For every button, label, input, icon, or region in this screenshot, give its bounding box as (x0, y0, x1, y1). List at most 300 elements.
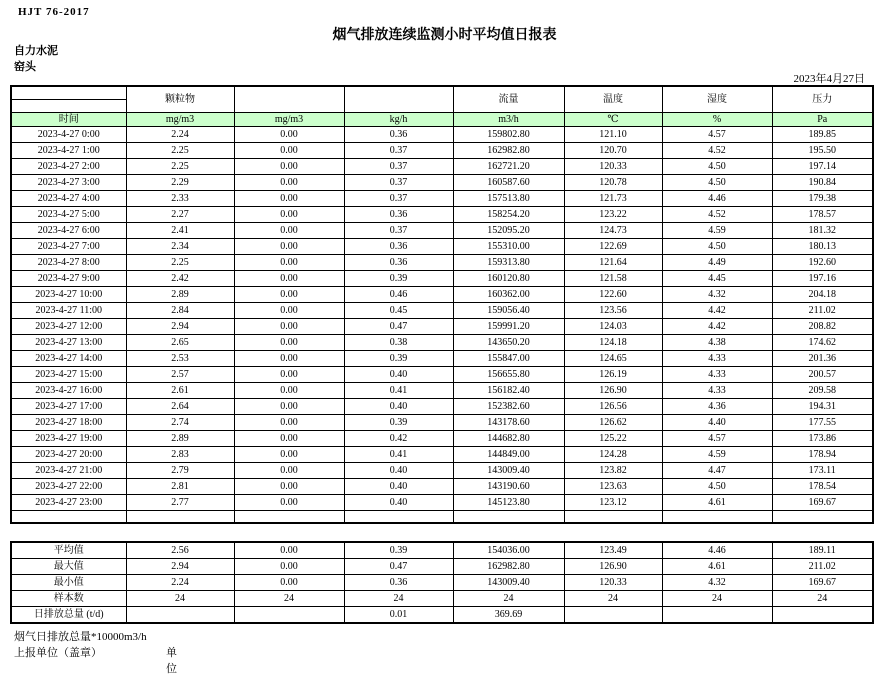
time-cell: 2023-4-27 22:00 (11, 479, 126, 495)
value-cell: 4.45 (662, 271, 772, 287)
time-cell: 2023-4-27 16:00 (11, 383, 126, 399)
time-cell: 2023-4-27 10:00 (11, 287, 126, 303)
value-cell: 0.00 (234, 351, 344, 367)
value-cell: 4.59 (662, 447, 772, 463)
value-cell: 126.62 (564, 415, 662, 431)
value-cell: 4.52 (662, 207, 772, 223)
value-cell: 181.32 (772, 223, 873, 239)
time-cell: 2023-4-27 18:00 (11, 415, 126, 431)
value-cell: 200.57 (772, 367, 873, 383)
hourly-row (11, 191, 873, 207)
value-cell: 180.13 (772, 239, 873, 255)
summary-value-cell: 4.46 (662, 542, 772, 559)
time-cell: 2023-4-27 17:00 (11, 399, 126, 415)
value-cell: 197.16 (772, 271, 873, 287)
value-cell: 144682.80 (453, 431, 564, 447)
hourly-row (11, 127, 873, 143)
summary-value-cell (772, 607, 873, 624)
value-cell: 143650.20 (453, 335, 564, 351)
summary-value-cell: 126.90 (564, 559, 662, 575)
value-cell: 124.18 (564, 335, 662, 351)
value-cell: 0.36 (344, 239, 453, 255)
time-cell: 2023-4-27 14:00 (11, 351, 126, 367)
value-cell: 0.00 (234, 447, 344, 463)
hourly-row (11, 255, 873, 271)
time-cell: 2023-4-27 0:00 (11, 127, 126, 143)
summary-value-cell: 0.00 (234, 559, 344, 575)
footer-line (14, 644, 177, 675)
value-cell: 0.00 (234, 415, 344, 431)
summary-value-cell: 0.01 (344, 607, 453, 624)
unit-cell: 时间 (11, 113, 126, 127)
hourly-row (11, 415, 873, 431)
value-cell: 122.60 (564, 287, 662, 303)
unit-cell: m3/h (453, 113, 564, 127)
value-cell: 0.00 (234, 239, 344, 255)
value-cell: 123.56 (564, 303, 662, 319)
value-cell: 4.42 (662, 319, 772, 335)
value-cell: 189.85 (772, 127, 873, 143)
value-cell: 0.00 (234, 159, 344, 175)
value-cell: 201.36 (772, 351, 873, 367)
value-cell: 0.37 (344, 223, 453, 239)
value-cell: 4.33 (662, 351, 772, 367)
value-cell: 162721.20 (453, 159, 564, 175)
value-cell: 152382.60 (453, 399, 564, 415)
value-cell: 0.00 (234, 271, 344, 287)
summary-value-cell (126, 607, 234, 624)
hourly-row (11, 287, 873, 303)
value-cell: 2.89 (126, 431, 234, 447)
report-date: 2023年4月27日 (793, 73, 865, 85)
time-cell: 2023-4-27 13:00 (11, 335, 126, 351)
value-cell: 2.25 (126, 255, 234, 271)
summary-label: 最小值 (11, 575, 126, 591)
unit-cell: Pa (772, 113, 873, 127)
value-cell: 4.52 (662, 143, 772, 159)
value-cell: 173.86 (772, 431, 873, 447)
time-cell: 2023-4-27 4:00 (11, 191, 126, 207)
value-cell: 123.82 (564, 463, 662, 479)
standard-code: HJT 76-2017 (18, 6, 90, 18)
value-cell: 124.03 (564, 319, 662, 335)
value-cell: 155310.00 (453, 239, 564, 255)
value-cell: 0.46 (344, 287, 453, 303)
unit-cell: mg/m3 (126, 113, 234, 127)
time-cell: 2023-4-27 8:00 (11, 255, 126, 271)
value-cell: 121.58 (564, 271, 662, 287)
value-cell: 178.94 (772, 447, 873, 463)
value-cell: 2.79 (126, 463, 234, 479)
value-cell: 2.29 (126, 175, 234, 191)
value-cell: 4.40 (662, 415, 772, 431)
company-name: 自力水泥 (14, 45, 58, 57)
station-name: 窑头 (14, 61, 36, 73)
summary-value-cell: 24 (564, 591, 662, 607)
summary-value-cell: 24 (662, 591, 772, 607)
summary-value-cell (234, 607, 344, 624)
value-cell: 2.65 (126, 335, 234, 351)
hourly-row (11, 351, 873, 367)
value-cell: 4.33 (662, 383, 772, 399)
value-cell: 2.25 (126, 143, 234, 159)
summary-row (11, 542, 873, 559)
value-cell: 4.61 (662, 495, 772, 511)
value-cell: 0.41 (344, 447, 453, 463)
summary-value-cell (662, 607, 772, 624)
value-cell: 0.00 (234, 255, 344, 271)
summary-value-cell: 0.00 (234, 542, 344, 559)
value-cell: 121.10 (564, 127, 662, 143)
value-cell: 4.50 (662, 159, 772, 175)
time-cell: 2023-4-27 20:00 (11, 447, 126, 463)
value-cell: 124.28 (564, 447, 662, 463)
hourly-row (11, 463, 873, 479)
blank-cell (126, 511, 234, 524)
time-cell: 2023-4-27 5:00 (11, 207, 126, 223)
value-cell: 4.50 (662, 479, 772, 495)
value-cell: 4.46 (662, 191, 772, 207)
value-cell: 126.56 (564, 399, 662, 415)
value-cell: 4.49 (662, 255, 772, 271)
value-cell: 0.36 (344, 127, 453, 143)
hourly-row (11, 239, 873, 255)
summary-row (11, 559, 873, 575)
header-flow: 流量 (453, 86, 564, 113)
value-cell: 162982.80 (453, 143, 564, 159)
value-cell: 0.45 (344, 303, 453, 319)
value-cell: 2.64 (126, 399, 234, 415)
hourly-row (11, 223, 873, 239)
header-temperature: 温度 (564, 86, 662, 113)
value-cell: 121.73 (564, 191, 662, 207)
blank-cell (344, 511, 453, 524)
blank-cell (564, 511, 662, 524)
value-cell: 0.40 (344, 463, 453, 479)
value-cell: 152095.20 (453, 223, 564, 239)
time-cell: 2023-4-27 15:00 (11, 367, 126, 383)
hourly-row (11, 319, 873, 335)
value-cell: 0.36 (344, 207, 453, 223)
time-cell: 2023-4-27 21:00 (11, 463, 126, 479)
summary-value-cell (564, 607, 662, 624)
value-cell: 4.36 (662, 399, 772, 415)
value-cell: 0.00 (234, 479, 344, 495)
header-pressure: 压力 (772, 86, 873, 113)
value-cell: 4.32 (662, 287, 772, 303)
value-cell: 2.84 (126, 303, 234, 319)
value-cell: 126.19 (564, 367, 662, 383)
summary-value-cell: 169.67 (772, 575, 873, 591)
value-cell: 160362.00 (453, 287, 564, 303)
value-cell: 208.82 (772, 319, 873, 335)
blank-cell (662, 511, 772, 524)
time-cell: 2023-4-27 9:00 (11, 271, 126, 287)
hourly-row (11, 271, 873, 287)
time-cell: 2023-4-27 19:00 (11, 431, 126, 447)
value-cell: 0.37 (344, 143, 453, 159)
header-humidity: 湿度 (662, 86, 772, 113)
value-cell: 174.62 (772, 335, 873, 351)
value-cell: 2.24 (126, 127, 234, 143)
value-cell: 2.41 (126, 223, 234, 239)
value-cell: 120.78 (564, 175, 662, 191)
value-cell: 2.57 (126, 367, 234, 383)
value-cell: 122.69 (564, 239, 662, 255)
value-cell: 0.37 (344, 191, 453, 207)
value-cell: 145123.80 (453, 495, 564, 511)
summary-value-cell: 0.36 (344, 575, 453, 591)
value-cell: 156655.80 (453, 367, 564, 383)
value-cell: 2.61 (126, 383, 234, 399)
value-cell: 209.58 (772, 383, 873, 399)
value-cell: 4.38 (662, 335, 772, 351)
summary-value-cell: 2.24 (126, 575, 234, 591)
value-cell: 0.39 (344, 351, 453, 367)
value-cell: 4.57 (662, 127, 772, 143)
value-cell: 173.11 (772, 463, 873, 479)
summary-value-cell: 24 (234, 591, 344, 607)
unit-cell: mg/m3 (234, 113, 344, 127)
value-cell: 0.00 (234, 223, 344, 239)
unit-label: 单位 (166, 647, 177, 675)
summary-value-cell: 143009.40 (453, 575, 564, 591)
summary-value-cell: 0.39 (344, 542, 453, 559)
value-cell: 2.25 (126, 159, 234, 175)
value-cell: 2.34 (126, 239, 234, 255)
value-cell: 121.64 (564, 255, 662, 271)
hourly-row (11, 207, 873, 223)
value-cell: 204.18 (772, 287, 873, 303)
value-cell: 0.47 (344, 319, 453, 335)
value-cell: 0.00 (234, 367, 344, 383)
summary-value-cell: 24 (126, 591, 234, 607)
value-cell: 143178.60 (453, 415, 564, 431)
hourly-row (11, 335, 873, 351)
value-cell: 4.50 (662, 239, 772, 255)
value-cell: 124.65 (564, 351, 662, 367)
summary-value-cell: 4.61 (662, 559, 772, 575)
value-cell: 160587.60 (453, 175, 564, 191)
summary-value-cell: 162982.80 (453, 559, 564, 575)
blank-row (11, 511, 873, 524)
header-row-top (11, 86, 873, 100)
unit-cell: % (662, 113, 772, 127)
value-cell: 123.12 (564, 495, 662, 511)
header-empty-top (11, 86, 126, 100)
value-cell: 0.00 (234, 495, 344, 511)
value-cell: 0.40 (344, 367, 453, 383)
time-cell: 2023-4-27 23:00 (11, 495, 126, 511)
header-blank-2 (344, 86, 453, 113)
value-cell: 159802.80 (453, 127, 564, 143)
value-cell: 124.73 (564, 223, 662, 239)
value-cell: 0.39 (344, 415, 453, 431)
hourly-row (11, 175, 873, 191)
value-cell: 2.33 (126, 191, 234, 207)
hourly-row (11, 367, 873, 383)
hourly-row (11, 383, 873, 399)
value-cell: 0.00 (234, 463, 344, 479)
value-cell: 120.70 (564, 143, 662, 159)
value-cell: 178.54 (772, 479, 873, 495)
value-cell: 2.83 (126, 447, 234, 463)
value-cell: 143009.40 (453, 463, 564, 479)
summary-label: 最大值 (11, 559, 126, 575)
value-cell: 0.36 (344, 255, 453, 271)
value-cell: 194.31 (772, 399, 873, 415)
value-cell: 2.74 (126, 415, 234, 431)
value-cell: 143190.60 (453, 479, 564, 495)
value-cell: 0.41 (344, 383, 453, 399)
value-cell: 2.27 (126, 207, 234, 223)
value-cell: 123.63 (564, 479, 662, 495)
summary-value-cell: 120.33 (564, 575, 662, 591)
value-cell: 0.42 (344, 431, 453, 447)
hourly-row (11, 159, 873, 175)
summary-row (11, 607, 873, 624)
summary-label: 平均值 (11, 542, 126, 559)
blank-cell (234, 511, 344, 524)
value-cell: 2.77 (126, 495, 234, 511)
summary-value-cell: 211.02 (772, 559, 873, 575)
value-cell: 157513.80 (453, 191, 564, 207)
value-cell: 0.00 (234, 335, 344, 351)
value-cell: 178.57 (772, 207, 873, 223)
summary-value-cell: 24 (772, 591, 873, 607)
hourly-row (11, 399, 873, 415)
value-cell: 2.94 (126, 319, 234, 335)
value-cell: 0.00 (234, 287, 344, 303)
value-cell: 190.84 (772, 175, 873, 191)
units-row (11, 113, 873, 127)
value-cell: 192.60 (772, 255, 873, 271)
value-cell: 2.89 (126, 287, 234, 303)
summary-row (11, 591, 873, 607)
time-cell: 2023-4-27 2:00 (11, 159, 126, 175)
value-cell: 0.40 (344, 495, 453, 511)
value-cell: 0.37 (344, 175, 453, 191)
value-cell: 197.14 (772, 159, 873, 175)
time-cell: 2023-4-27 11:00 (11, 303, 126, 319)
hourly-row (11, 431, 873, 447)
value-cell: 126.90 (564, 383, 662, 399)
report-unit-label: 上报单位（盖章） (14, 647, 102, 659)
value-cell: 2.42 (126, 271, 234, 287)
summary-value-cell: 123.49 (564, 542, 662, 559)
value-cell: 4.47 (662, 463, 772, 479)
summary-value-cell: 24 (453, 591, 564, 607)
hourly-row (11, 479, 873, 495)
value-cell: 156182.40 (453, 383, 564, 399)
value-cell: 0.00 (234, 143, 344, 159)
time-cell: 2023-4-27 7:00 (11, 239, 126, 255)
value-cell: 2.81 (126, 479, 234, 495)
header-empty-bottom (11, 100, 126, 113)
value-cell: 4.59 (662, 223, 772, 239)
value-cell: 0.39 (344, 271, 453, 287)
value-cell: 160120.80 (453, 271, 564, 287)
value-cell: 123.22 (564, 207, 662, 223)
value-cell: 211.02 (772, 303, 873, 319)
summary-value-cell: 0.00 (234, 575, 344, 591)
value-cell: 195.50 (772, 143, 873, 159)
value-cell: 0.00 (234, 175, 344, 191)
hourly-row (11, 447, 873, 463)
value-cell: 0.38 (344, 335, 453, 351)
time-cell: 2023-4-27 1:00 (11, 143, 126, 159)
report-title: 烟气排放连续监测小时平均值日报表 (332, 28, 557, 43)
blank-cell (11, 511, 126, 524)
value-cell: 120.33 (564, 159, 662, 175)
value-cell: 2.53 (126, 351, 234, 367)
value-cell: 4.57 (662, 431, 772, 447)
value-cell: 177.55 (772, 415, 873, 431)
value-cell: 169.67 (772, 495, 873, 511)
value-cell: 0.00 (234, 191, 344, 207)
value-cell: 159056.40 (453, 303, 564, 319)
summary-value-cell: 369.69 (453, 607, 564, 624)
value-cell: 0.40 (344, 479, 453, 495)
value-cell: 4.42 (662, 303, 772, 319)
value-cell: 155847.00 (453, 351, 564, 367)
value-cell: 0.37 (344, 159, 453, 175)
hourly-row (11, 143, 873, 159)
value-cell: 0.40 (344, 399, 453, 415)
header-particulate: 颗粒物 (126, 86, 234, 113)
value-cell: 0.00 (234, 431, 344, 447)
value-cell: 144849.00 (453, 447, 564, 463)
value-cell: 158254.20 (453, 207, 564, 223)
summary-value-cell: 24 (344, 591, 453, 607)
header-blank-1 (234, 86, 344, 113)
hourly-data-table (10, 85, 874, 524)
summary-value-cell: 4.32 (662, 575, 772, 591)
value-cell: 0.00 (234, 383, 344, 399)
value-cell: 125.22 (564, 431, 662, 447)
summary-value-cell: 2.94 (126, 559, 234, 575)
value-cell: 0.00 (234, 399, 344, 415)
unit-cell: ℃ (564, 113, 662, 127)
blank-cell (772, 511, 873, 524)
hourly-row (11, 303, 873, 319)
time-cell: 2023-4-27 3:00 (11, 175, 126, 191)
value-cell: 159313.80 (453, 255, 564, 271)
time-cell: 2023-4-27 6:00 (11, 223, 126, 239)
value-cell: 0.00 (234, 319, 344, 335)
unit-cell: kg/h (344, 113, 453, 127)
time-cell: 2023-4-27 12:00 (11, 319, 126, 335)
summary-row (11, 575, 873, 591)
blank-cell (453, 511, 564, 524)
summary-table (10, 541, 874, 624)
value-cell: 0.00 (234, 303, 344, 319)
value-cell: 0.00 (234, 207, 344, 223)
value-cell: 159991.20 (453, 319, 564, 335)
summary-value-cell: 0.47 (344, 559, 453, 575)
summary-label: 样本数 (11, 591, 126, 607)
value-cell: 0.00 (234, 127, 344, 143)
hourly-row (11, 495, 873, 511)
summary-value-cell: 2.56 (126, 542, 234, 559)
value-cell: 179.38 (772, 191, 873, 207)
summary-value-cell: 154036.00 (453, 542, 564, 559)
summary-value-cell: 189.11 (772, 542, 873, 559)
value-cell: 4.33 (662, 367, 772, 383)
summary-label: 日排放总量 (t/d) (11, 607, 126, 624)
daily-total-note: 烟气日排放总量*10000m3/h (14, 631, 147, 643)
value-cell: 4.50 (662, 175, 772, 191)
